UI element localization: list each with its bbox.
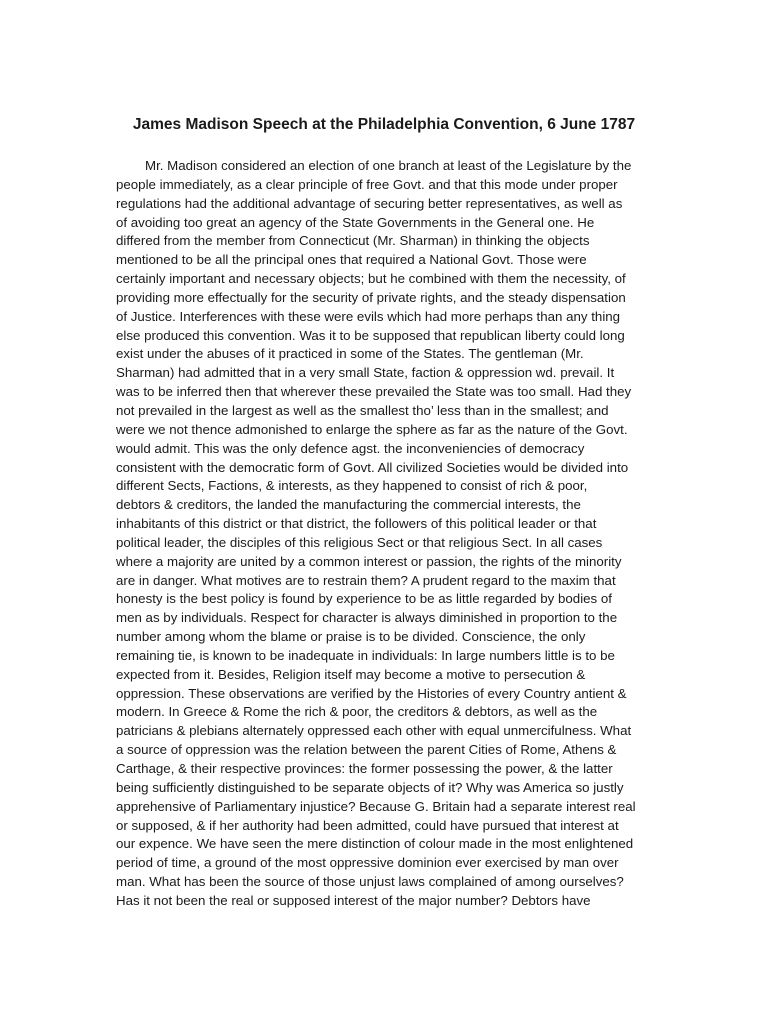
paragraph-line: were we not thence admonished to enlarge the sphere as far as the nature of the Govt. [116, 421, 628, 437]
paragraph-line: consistent with the democratic form of Govt. All civilized Societies would be divided into [116, 459, 629, 475]
paragraph-line: debtors & creditors, the landed the manufacturing the commercial interests, the [116, 497, 581, 513]
paragraph-line: apprehensive of Parliamentary injustice? Because G. Britain had a separate interest real [116, 798, 636, 814]
paragraph-line: are in danger. What motives are to restrain them? A prudent regard to the maxim that [116, 572, 616, 588]
paragraph-line: where a majority are united by a common interest or passion, the rights of the minority [116, 553, 622, 569]
paragraph-line: expected from it. Besides, Religion itself may become a motive to persecution & [116, 666, 586, 682]
paragraph-line: patricians & plebians alternately oppressed each other with equal unmercifulness. What [116, 723, 632, 739]
paragraph-line: different Sects, Factions, & interests, as they happened to consist of rich & poor, [116, 478, 588, 494]
paragraph-line: mentioned to be all the principal ones that required a National Govt. Those were [116, 252, 587, 268]
paragraph-line: of avoiding too great an agency of the State Governments in the General one. He [116, 214, 595, 230]
paragraph-line: honesty is the best policy is found by experience to be as little regarded by bodies of [116, 591, 612, 607]
paragraph-line: Mr. Madison considered an election of one branch at least of the Legislature by the [145, 158, 632, 173]
paragraph-line: number among whom the blame or praise is to be divided. Conscience, the only [116, 629, 586, 645]
paragraph-line: would admit. This was the only defence agst. the inconveniencies of democracy [116, 440, 585, 456]
paragraph-line: a source of oppression was the relation between the parent Cities of Rome, Athens & [116, 742, 617, 758]
paragraph-line: exist under the abuses of it practiced in some of the States. The gentleman (Mr. [116, 346, 584, 362]
paragraph-line: differed from the member from Connecticut (Mr. Sharman) in thinking the objects [116, 233, 590, 249]
paragraph-line: people immediately, as a clear principle of free Govt. and that this mode under proper [116, 176, 618, 192]
paragraph-line: oppression. These observations are verified by the Histories of every Country antient & [116, 685, 627, 701]
paragraph-line: men as by individuals. Respect for character is always diminished in proportion to the [116, 610, 618, 626]
paragraph-line: being sufficiently distinguished to be separate objects of it? Why was America so justly [116, 779, 624, 795]
document-title: James Madison Speech at the Philadelphia Convention, 6 June 1787 [132, 116, 636, 133]
paragraph-line: man. What has been the source of those unjust laws complained of among ourselves? [116, 874, 624, 890]
paragraph-line: period of time, a ground of the most oppressive dominion ever exercised by man over [116, 855, 619, 871]
paragraph-line: Carthage, & their respective provinces: the former possessing the power, & the latter [116, 761, 613, 776]
paragraph-line: modern. In Greece & Rome the rich & poor, the creditors & debtors, as well as the [116, 704, 598, 720]
paragraph-line: Has it not been the real or supposed interest of the major number? Debtors have [116, 892, 591, 908]
paragraph-line: inhabitants of this district or that district, the followers of this political leader or that [116, 516, 597, 532]
paragraph-line: else produced this convention. Was it to be supposed that republican liberty could long [116, 327, 625, 343]
paragraph-line: was to be inferred then that wherever these prevailed the State was too small. Had they [116, 384, 632, 400]
paragraph-line: not prevailed in the largest as well as the smallest tho’ less than in the smallest; and [116, 402, 609, 418]
paragraph-line: of Justice. Interferences with these were evils which had more perhaps than any thing [116, 308, 621, 324]
paragraph-line: or supposed, & if her authority had been admitted, could have pursued that interest at [116, 817, 619, 833]
paragraph-line: political leader, the disciples of this religious Sect or that religious Sect. In all cases [116, 534, 603, 550]
paragraph-line: certainly important and necessary objects; but he combined with them the necessity, of [116, 271, 626, 287]
paragraph-line: our expence. We have seen the mere distinction of colour made in the most enlightened [116, 836, 634, 852]
document-paragraph [116, 157, 656, 911]
paragraph-line: regulations had the additional advantage of securing better representatives, as well as [116, 195, 623, 211]
paragraph-line: remaining tie, is known to be inadequate in individuals: In large numbers little is to be [116, 647, 615, 663]
paragraph-line: providing more effectually for the security of private rights, and the steady dispensation [116, 289, 626, 305]
paragraph-line: Sharman) had admitted that in a very small State, faction & oppression wd. prevail. It [116, 365, 615, 381]
